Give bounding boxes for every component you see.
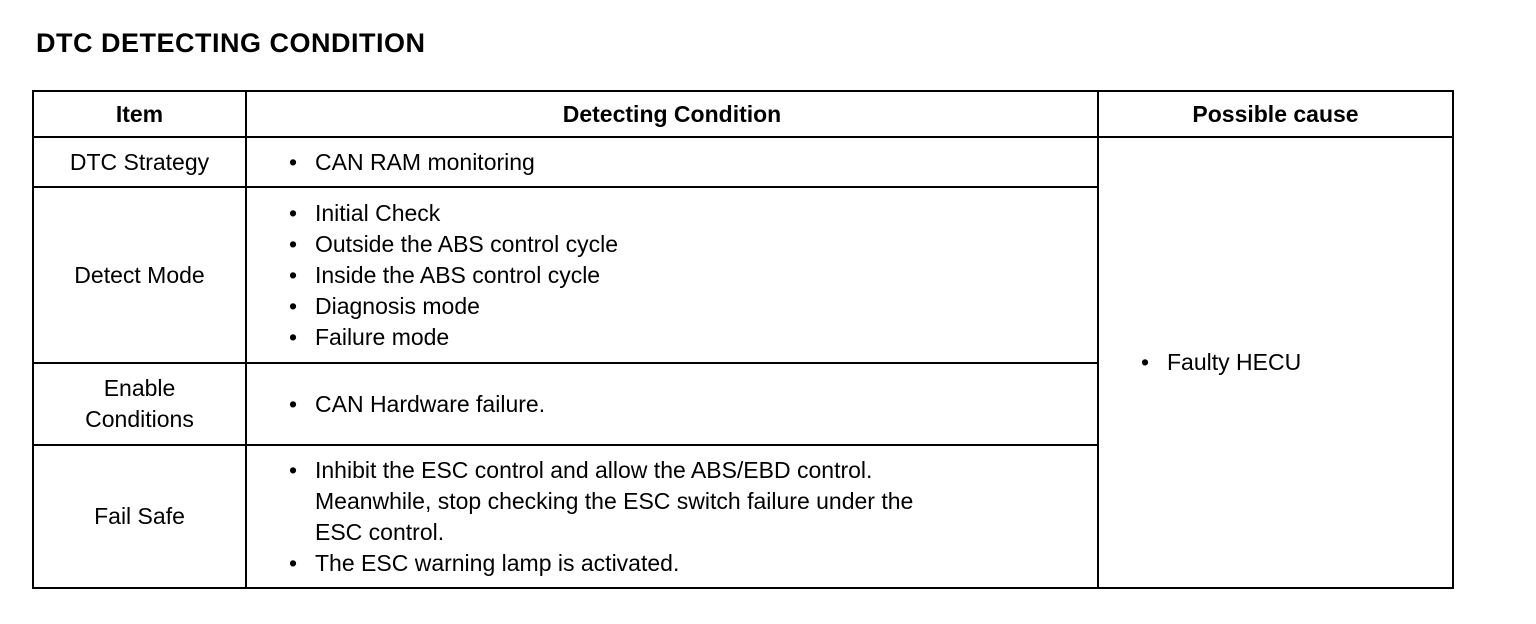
condition-bullet: • Inside the ABS control cycle <box>285 260 1087 291</box>
dtc-condition-table <box>32 90 1454 589</box>
table-header-row <box>33 91 1453 137</box>
header-detecting-condition: Detecting Condition <box>246 91 1098 137</box>
header-item: Item <box>33 91 246 137</box>
condition-bullet: • Diagnosis mode <box>285 291 1087 322</box>
condition-cell <box>246 445 1098 588</box>
page-title: DTC DETECTING CONDITION <box>36 28 426 58</box>
item-cell: Detect Mode <box>33 187 246 363</box>
condition-bullet: • CAN Hardware failure. <box>285 389 1087 420</box>
cause-bullet: • Faulty HECU <box>1137 347 1442 378</box>
condition-list <box>285 198 1087 353</box>
condition-bullet: • Outside the ABS control cycle <box>285 229 1087 260</box>
condition-bullet: • Failure mode <box>285 322 1087 353</box>
item-line: Conditions <box>85 406 194 432</box>
item-cell: DTC Strategy <box>33 137 246 187</box>
item-line: Enable <box>103 375 176 401</box>
condition-list <box>285 389 1087 420</box>
condition-bullet: • CAN RAM monitoring <box>285 147 1087 178</box>
condition-cell <box>246 187 1098 363</box>
condition-bullet: • Initial Check <box>285 198 1087 229</box>
table-row-dtc-strategy <box>33 137 1453 187</box>
condition-bullet: • Inhibit the ESC control and allow the ABS/EBD control. Meanwhile, stop checking the ESC switch failure under the ESC control. <box>285 455 935 548</box>
condition-cell <box>246 137 1098 187</box>
condition-list <box>285 147 1087 178</box>
condition-bullet: • The ESC warning lamp is activated. <box>285 548 1087 579</box>
item-cell: Fail Safe <box>33 445 246 588</box>
cause-list <box>1137 347 1442 378</box>
condition-cell <box>246 363 1098 445</box>
item-cell <box>33 363 246 445</box>
header-possible-cause: Possible cause <box>1098 91 1453 137</box>
possible-cause-cell <box>1098 137 1453 588</box>
condition-list <box>285 455 1087 579</box>
